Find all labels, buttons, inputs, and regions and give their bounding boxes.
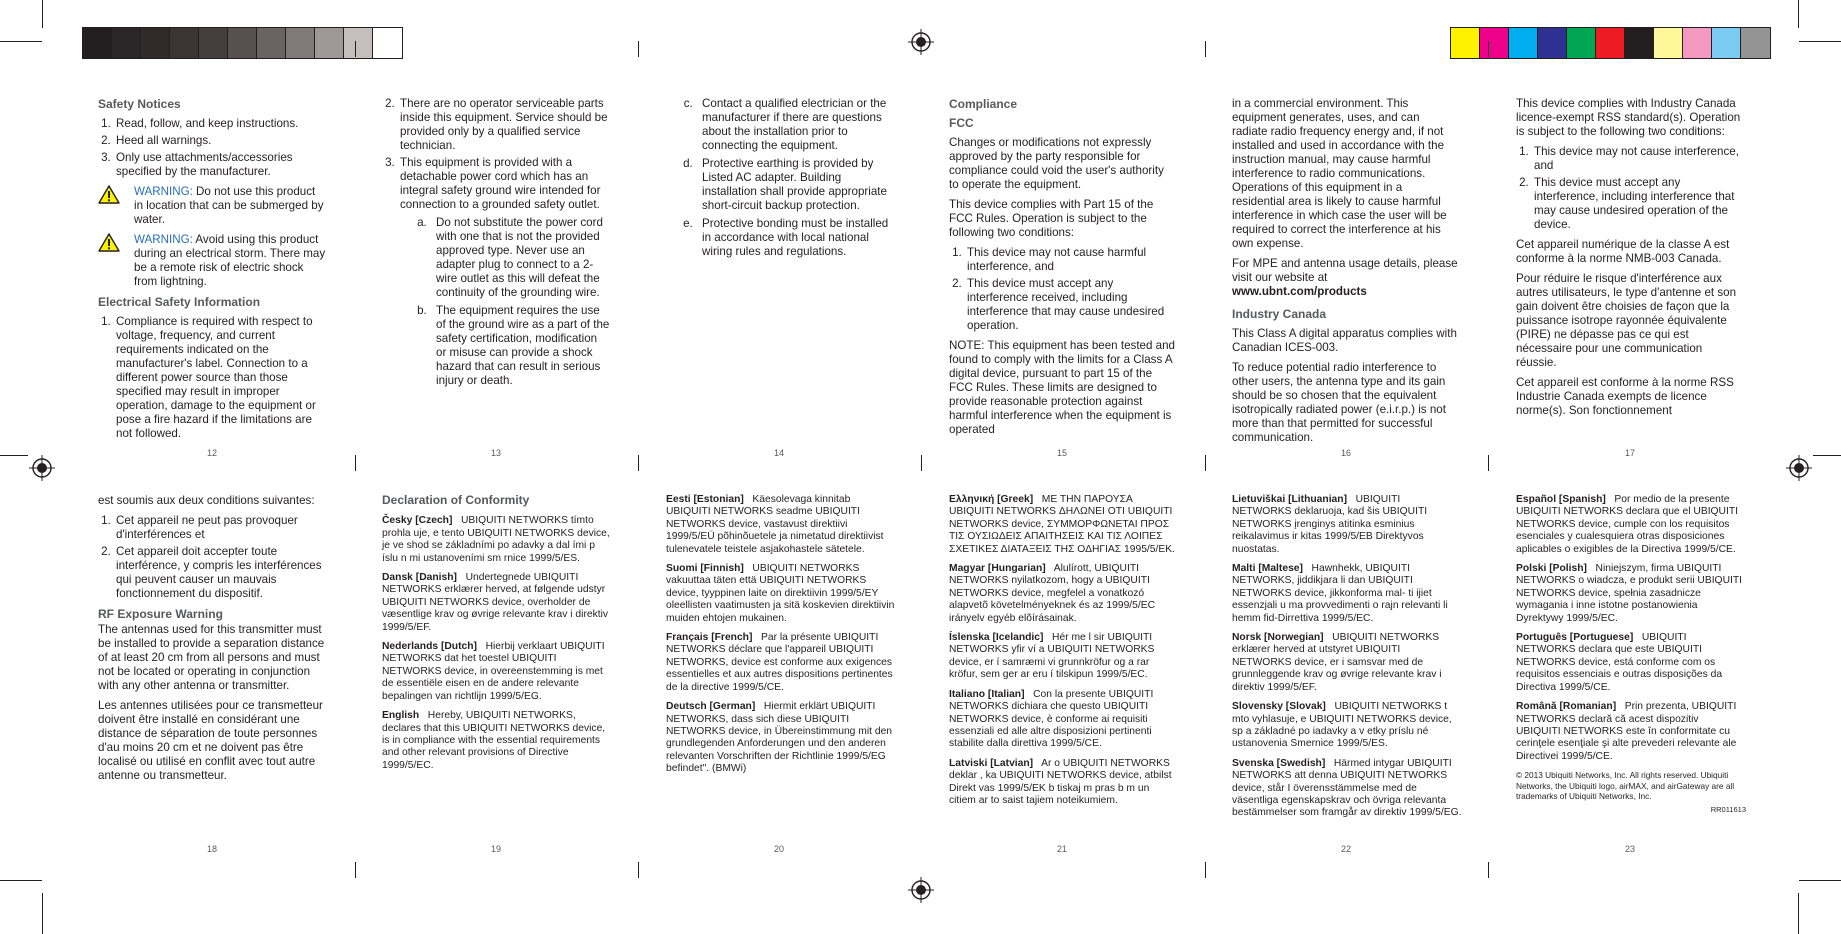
color-swatch — [1654, 28, 1683, 58]
list-item: 2. Cet appareil doit accepter toute interférence, y compris les interférences qui peuvent causer un mauvais fonctionnement du dispositif. — [114, 545, 326, 601]
declaration-entry: Română [Romanian] Prin prezenta, UBIQUITI NETWORKS declară că acest dispozitiv UBIQUITI NETWORKS este în conformitate cu cerinţele esenţiale şi alte prevederi relevante ale Directivei 1999/5/CE. — [1516, 701, 1737, 762]
list-item: b. The equipment requires the use of the ground wire as a part of the safety certification, modification or misuse can provide a shock hazard that can result in serious injury or death. — [430, 304, 610, 388]
color-swatch — [1596, 28, 1625, 58]
list-item: 3. Only use attachments/accessories specified by the manufacturer. — [114, 151, 326, 179]
paragraph: Changes or modifications not expressly approved by the party responsible for compliance could void the user's authority to operate the equipment. — [949, 136, 1164, 191]
paragraph: Les antennes utilisées pour ce transmetteur doivent être installé en considérant une distance de séparation de toute personnes d'au moins 20 cm et ne doivent pas être localisé ou utilisé en conflit avec tout autre antenne ou transmetteur. — [98, 699, 323, 782]
page-19 — [382, 494, 612, 779]
warning-triangle-icon — [98, 185, 120, 204]
conditions-list — [98, 514, 326, 601]
page-number: 23 — [1624, 844, 1635, 854]
paragraph: est soumis aux deux conditions suivantes: — [98, 494, 315, 507]
paragraph: Pour réduire le risque d'interférence aux autres utilisateurs, le type d'antenne et son gain doivent être choisies de façon que la puissance isotrope rayonnée équivalente (PIRE) ne dépasse pas ce qui est nécessaire pour une communication réussie. — [1516, 272, 1737, 369]
declaration-entry: Deutsch [German] Hiermit erklärt UBIQUITI NETWORKS, dass sich diese UBIQUITI NETWORKS device, in Übereinstimmung mit den grundlegenden Anforderungen und den anderen relevanten Vorschriften der Richtlinie 1999/5/EG befindet". (BMWi) — [666, 701, 893, 775]
color-swatch — [373, 28, 402, 58]
page-21 — [949, 494, 1179, 814]
declaration-entry: Íslenska [Icelandic] Hér me l sir UBIQUITI NETWORKS yfir ví a UBIQUITI NETWORKS device, er í samræmi vi grunnkröfur og a rar kröfur, sem ger ar eru í tilskipun 1999/5/EC. — [949, 632, 1155, 681]
color-swatch — [1625, 28, 1654, 58]
sub-list-cont — [666, 97, 896, 259]
paragraph: in a commercial environment. This equipment generates, uses, and can radiate radio frequency energy and, if not installed and used in accordance with the instruction manual, may cause harmful interference to radio communications. Operations of this equipment in a residential area is likely to cause harmful interference in which case the user will be required to correct the interference at his own expense. — [1232, 97, 1447, 250]
document-reference: RR011613 — [1710, 804, 1746, 814]
warning-storm — [98, 233, 326, 289]
warning-triangle-icon — [98, 233, 120, 252]
fcc-heading: FCC — [949, 116, 974, 130]
paragraph: For MPE and antenna usage details, please visit our website at www.ubnt.com/products — [1232, 257, 1458, 298]
registration-mark-left — [29, 455, 55, 481]
website-link[interactable]: www.ubnt.com/products — [1232, 285, 1367, 298]
page-number: 12 — [206, 448, 217, 458]
color-swatch — [286, 28, 315, 58]
declaration-entry: Eesti [Estonian] Käesolevaga kinnitab UBIQUITI NETWORKS seadme UBIQUITI NETWORKS device, vastavust direktiivi 1999/5/EÜ põhinõuetele ja nimetatud direktiivist tulenevatele teistele asjakohastele sätetele. — [666, 494, 884, 555]
list-item: 1. This device may not cause interference, and — [1532, 145, 1744, 173]
declaration-entry: Italiano [Italian] Con la presente UBIQUITI NETWORKS dichiara che questo UBIQUITI NETWORKS device, è conforme ai requisiti essenziali ed alle altre disposizioni pertinenti stabilite dalla direttiva 1999/5/CE. — [949, 688, 1154, 750]
electrical-list-cont — [382, 97, 610, 388]
electrical-safety-heading: Electrical Safety Information — [98, 295, 261, 309]
list-item: 2. There are no operator serviceable parts inside this equipment. Service should be provided only by a qualified service technician. — [398, 97, 610, 153]
paragraph: Cet appareil numérique de la classe A est conforme à la norme NMB-003 Canada. — [1516, 238, 1730, 265]
declaration-entry: Français [French] Par la présente UBIQUITI NETWORKS déclare que l'appareil UBIQUITI NETWORKS, device est conforme aux exigences essentielles et aux autres dispositions pertinentes de la directive 1999/5/CE. — [666, 632, 893, 693]
color-swatch — [141, 28, 170, 58]
list-item: a. Do not substitute the power cord with one that is not the provided approved type. Never use an adapter plug to connect to a 2-wire outlet as this will defeat the continuity of the grounding wire. — [430, 216, 610, 300]
paragraph: NOTE: This equipment has been tested and found to comply with the limits for a Class A digital device, pursuant to part 15 of the FCC Rules. These limits are designed to provide reasonable protection against harmful interference when the equipment is operated — [949, 339, 1175, 436]
declaration-heading: Declaration of Conformity — [382, 493, 530, 507]
color-swatch — [1509, 28, 1538, 58]
conditions-list — [1516, 145, 1744, 232]
copyright-notice: © 2013 Ubiquiti Networks, Inc. All rights reserved. Ubiquiti Networks, the Ubiquiti logo, airMAX, and airGateway are all trademarks of Ubiquiti Networks, Inc. — [1516, 770, 1735, 802]
color-swatch — [1741, 28, 1770, 58]
color-swatch — [315, 28, 344, 58]
declaration-entry: Español [Spanish] Por medio de la presente UBIQUITI NETWORKS declara que el UBIQUITI NETWORKS device, cumple con los requisitos esenciales y cualesquiera otras disposiciones aplicables o exigibles de la Directiva 1999/5/CE. — [1516, 494, 1739, 555]
list-item: c. Contact a qualified electrician or the manufacturer if there are questions about the installation prior to connecting the equipment. — [696, 97, 896, 153]
registration-mark-top — [908, 29, 934, 55]
page-15 — [949, 97, 1175, 443]
paragraph: The antennas used for this transmitter must be installed to provide a separation distance of at least 20 cm from all persons and must not be located or operating in conjunction with any other antenna or transmitter. — [98, 623, 325, 692]
page-number: 13 — [490, 448, 501, 458]
sub-list — [400, 216, 610, 388]
rf-exposure-heading: RF Exposure Warning — [98, 607, 223, 621]
color-swatch — [112, 28, 141, 58]
declaration-entry: Latviski [Latvian] Ar o UBIQUITI NETWORKS deklar , ka UBIQUITI NETWORKS device, atbilst Direkt vas 1999/5/EK b tiskaj m pras b m un citiem ar to saist tajiem noteikumiem. — [949, 757, 1172, 806]
declaration-entry: Dansk [Danish] Undertegnede UBIQUITI NETWORKS erklærer herved, at følgende udstyr UBIQUITI NETWORKS device, overholder de væsentlige krav og øvrige relevante krav i direktiv 1999/5/EF. — [382, 572, 609, 633]
paragraph: This Class A digital apparatus complies with Canadian ICES-003. — [1232, 327, 1457, 354]
color-swatch — [1683, 28, 1712, 58]
page-number: 21 — [1056, 844, 1067, 854]
compliance-heading: Compliance — [949, 97, 1018, 111]
color-swatch — [257, 28, 286, 58]
warning-text: WARNING: Avoid using this product during an electrical storm. There may be a remote risk of electric shock from lightning. — [134, 233, 326, 288]
color-swatch — [170, 28, 199, 58]
page-22 — [1232, 494, 1462, 827]
paragraph: Cet appareil est conforme à la norme RSS Industrie Canada exempts de licence norme(s). Son fonctionnement — [1516, 376, 1734, 417]
declaration-entry: Malti [Maltese] Hawnhekk, UBIQUITI NETWORKS, jiddikjara li dan UBIQUITI NETWORKS device, jikkonforma mal- ti ijiet essenzjali u ma provvedimenti o rajn relevanti li hemm fid-Dirrettiva 1999/5/EC. — [1232, 563, 1448, 624]
page-number: 19 — [490, 844, 501, 854]
list-item: 1. This device may not cause harmful interference, and — [965, 246, 1175, 274]
list-item: 2. This device must accept any interference received, including interference that may cause undesired operation. — [965, 277, 1175, 333]
declaration-entry: Magyar [Hungarian] Alulírott, UBIQUITI NETWORKS nyilatkozom, hogy a UBIQUITI NETWORKS device, megfelel a vonatkozó alapvetõ követelményeknek és az 1999/5/EC irányelv egyéb elõírásainak. — [949, 563, 1156, 624]
warning-label: WARNING: — [134, 233, 193, 246]
color-swatch — [1451, 28, 1480, 58]
page-number: 15 — [1056, 448, 1067, 458]
registration-mark-bottom — [908, 877, 934, 903]
safety-notices-heading: Safety Notices — [98, 97, 181, 111]
declaration-entry: Česky [Czech] UBIQUITI NETWORKS tímto prohla uje, e tento UBIQUITI NETWORKS device, je ve shod se základními po adavky a dal ími p íslu n mi ustanoveními sm rnice 1999/5/ES. — [382, 515, 610, 564]
page-12 — [98, 97, 326, 447]
paragraph: This device complies with Part 15 of the FCC Rules. Operation is subject to the following two conditions: — [949, 198, 1154, 239]
page-number: 22 — [1340, 844, 1351, 854]
list-item: 2. This device must accept any interference, including interference that may cause undesired operation of the device. — [1532, 176, 1744, 232]
list-item: 3. This equipment is provided with a detachable power cord which has an integral safety ground wire intended for connection to a grounded safety outlet. a. Do not substitute the power cord with one that is not the provided approved type. Never use an adapter plug to connect to a 2-wire outlet as this will defeat the continuity of the grounding wire. b. The equipment requires the use of the ground wire as a part of the safety certification, modification or misuse can provide a shock hazard that can result in serious injury or death. — [398, 156, 610, 388]
declaration-entry: Ελληνική [Greek] ΜΕ ΤΗΝ ΠΑΡΟΥΣΑ UBIQUITI NETWORKS ΔΗΛΩΝΕΙ ΟΤΙ UBIQUITI NETWORKS device, ΣΥΜΜΟΡΦΩΝΕΤΑΙ ΠΡΟΣ ΤΙΣ ΟΥΣΙΩΔΕΙΣ ΑΠΑΙΤΗΣΕΙΣ ΚΑΙ ΤΙΣ ΛΟΙΠΕΣ ΣΧΕΤΙΚΕΣ ΔΙΑΤΑΞΕΙΣ ΤΗΣ ΟΔΗΓΙΑΣ 1995/5/ΕΚ. — [949, 494, 1175, 555]
cmyk-color-bar — [1450, 27, 1771, 59]
list-item: e. Protective bonding must be installed in accordance with local national wiring rules and regulations. — [696, 217, 896, 259]
declaration-entry: Nederlands [Dutch] Hierbij verklaart UBIQUITI NETWORKS dat het toestel UBIQUITI NETWORKS device, in overeenstemming is met de essentiële eisen en de andere relevante bepalingen van richtlijn 1999/5/EG. — [382, 641, 605, 702]
conditions-list — [949, 246, 1175, 333]
warning-water — [98, 185, 326, 227]
declaration-entry: Norsk [Norwegian] UBIQUITI NETWORKS erklærer herved at utstyret UBIQUITI NETWORKS device, er i samsvar med de grunnleggende krav og øvrige relevante krav i direktiv 1999/5/EF. — [1232, 632, 1442, 693]
page-23 — [1516, 494, 1746, 816]
declaration-entry: Lietuviškai [Lithuanian] UBIQUITI NETWORKS deklaruoja, kad šis UBIQUITI NETWORKS įrenginys atitinka esminius reikalavimus ir kitas 1999/5/EB Direktyvos nuostatas. — [1232, 494, 1428, 555]
color-swatch — [199, 28, 228, 58]
declaration-entry: Polski [Polish] Niniejszym, firma UBIQUITI NETWORKS o wiadcza, e produkt serii UBIQUITI NETWORKS device, spełnia zasadnicze wymagania i inne istotne postanowienia Dyrektywy 1999/5/EC. — [1516, 563, 1743, 624]
registration-mark-right — [1786, 455, 1812, 481]
page-20 — [666, 494, 896, 783]
paragraph: This device complies with Industry Canada licence-exempt RSS standard(s). Operation is subject to the following two conditions: — [1516, 97, 1741, 138]
list-item: 1. Compliance is required with respect to voltage, frequency, and current requirements indicated on the manufacturer's label. Connection to a different power source than those specified may result in improper operation, damage to the equipment or pose a fire hazard if the limitations are not followed. — [114, 315, 326, 441]
warning-label: WARNING: — [134, 185, 193, 198]
industry-canada-heading: Industry Canada — [1232, 307, 1327, 321]
color-swatch — [83, 28, 112, 58]
paragraph: To reduce potential radio interference to other users, the antenna type and its gain should be so chosen that the equivalent isotropically radiated power (e.i.r.p.) is not more than that permitted for successful communication. — [1232, 361, 1446, 444]
color-swatch — [1538, 28, 1567, 58]
page-17 — [1516, 97, 1744, 424]
page-number: 20 — [773, 844, 784, 854]
safety-list — [98, 117, 326, 179]
color-swatch — [228, 28, 257, 58]
declaration-entry: Suomi [Finnish] UBIQUITI NETWORKS vakuuttaa täten että UBIQUITI NETWORKS device, tyyppinen laite on direktiivin 1999/5/EY oleellisten vaatimusten ja sitä koskevien direktiivin muiden ehtojen mukainen. — [666, 563, 895, 624]
color-swatch — [1712, 28, 1741, 58]
page-14 — [666, 97, 896, 263]
list-item: 1. Read, follow, and keep instructions. — [114, 117, 326, 131]
page-number: 17 — [1624, 448, 1635, 458]
page-number: 14 — [773, 448, 784, 458]
page-13 — [382, 97, 610, 394]
page-number: 18 — [206, 844, 217, 854]
declaration-entry: Svenska [Swedish] Härmed intygar UBIQUITI NETWORKS att denna UBIQUITI NETWORKS device, står I överensstämmelse med de väsentliga egenskapskrav och övriga relevanta bestämmelser som framgår av direktiv 1999/5/EG. — [1232, 757, 1462, 819]
color-swatch — [344, 28, 373, 58]
page-16 — [1232, 97, 1458, 451]
list-item: 2. Heed all warnings. — [114, 134, 326, 148]
declaration-entry: English Hereby, UBIQUITI NETWORKS, declares that this UBIQUITI NETWORKS device, is in compliance with the essential requirements and other relevant provisions of Directive 1999/5/EC. — [382, 710, 606, 771]
color-swatch — [1480, 28, 1509, 58]
electrical-list — [98, 315, 326, 441]
list-item: 1. Cet appareil ne peut pas provoquer d'interférences et — [114, 514, 326, 542]
warning-text: WARNING: Do not use this product in location that can be submerged by water. — [134, 185, 324, 226]
list-item: d. Protective earthing is provided by Listed AC adapter. Building installation shall provide appropriate short-circuit backup protection. — [696, 157, 896, 213]
color-swatch — [1567, 28, 1596, 58]
declaration-entry: Português [Portuguese] UBIQUITI NETWORKS declara que este UBIQUITI NETWORKS device, está conforme com os requisitos essenciais e outras disposições da Directiva 1999/5/CE. — [1516, 632, 1723, 693]
declaration-entry: Slovensky [Slovak] UBIQUITI NETWORKS t mto vyhlasuje, e UBIQUITI NETWORKS device, sp a základné po iadavky a v etky príslu né ustanovenia Smernice 1999/5/ES. — [1232, 701, 1452, 750]
page-number: 16 — [1340, 448, 1351, 458]
page-18 — [98, 494, 326, 789]
